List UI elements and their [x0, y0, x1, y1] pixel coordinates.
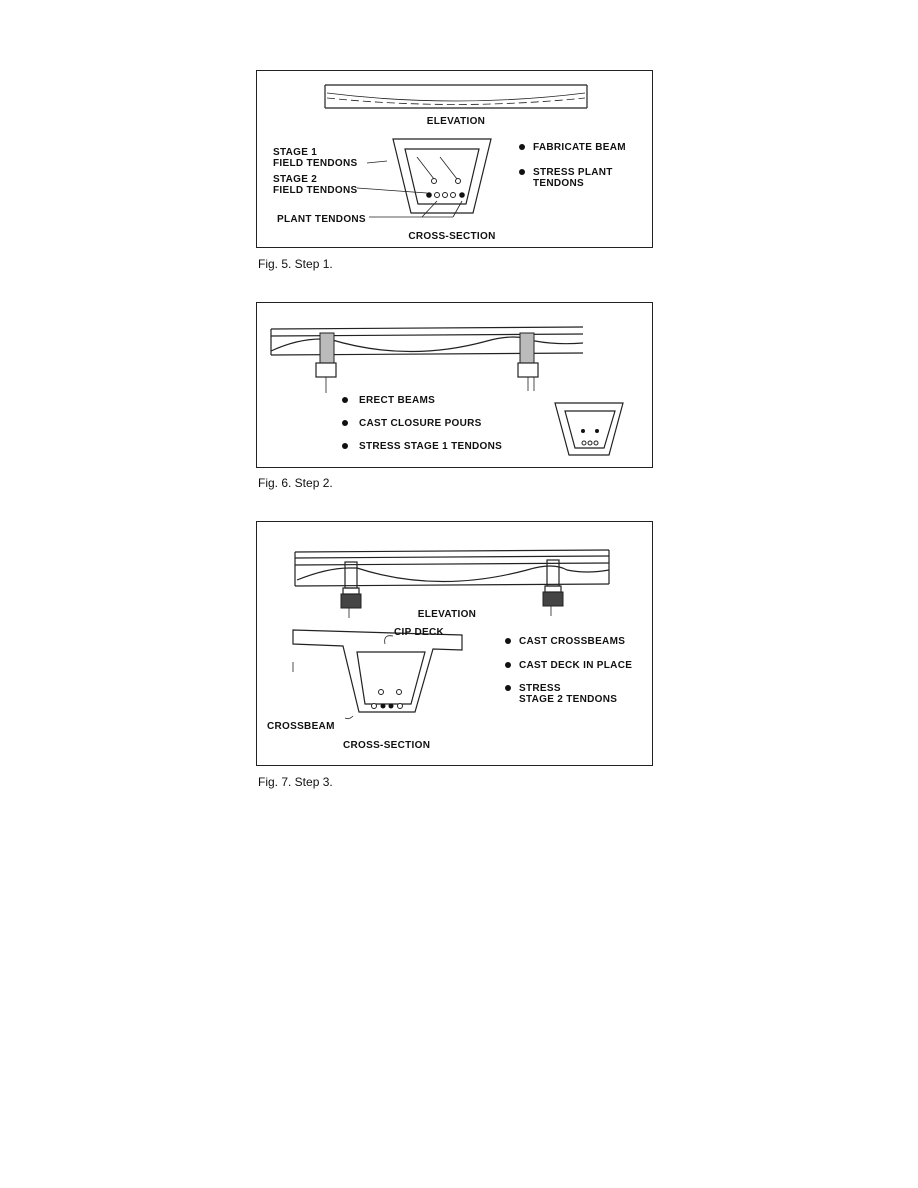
- fig5-stage2-label-1: STAGE 2: [273, 174, 318, 185]
- fig5-step-2: STRESS PLANT: [533, 167, 613, 178]
- fig6-step-2: CAST CLOSURE POURS: [359, 418, 482, 429]
- bullet-icon: [505, 662, 511, 668]
- fig6-elevation-beam: [271, 327, 583, 393]
- bullet-icon: [505, 685, 511, 691]
- figure-7-step-3: [256, 521, 653, 766]
- fig7-cross-section: [293, 630, 462, 719]
- fig6-caption: Fig. 6. Step 2.: [258, 476, 333, 490]
- fig7-cip-deck-label: CIP DECK: [394, 627, 445, 638]
- fig5-stage2-label-2: FIELD TENDONS: [273, 185, 358, 196]
- fig5-caption: Fig. 5. Step 1.: [258, 257, 333, 271]
- fig5-step-2-cont: TENDONS: [533, 178, 584, 189]
- fig5-cross-section-label: CROSS-SECTION: [408, 231, 496, 242]
- figure-6-drawing: [257, 303, 654, 469]
- figure-7-drawing: [257, 522, 654, 767]
- fig7-crossbeam-label: CROSSBEAM: [267, 721, 335, 732]
- fig6-cross-section: [555, 403, 623, 455]
- fig7-caption: Fig. 7. Step 3.: [258, 775, 333, 789]
- fig7-step-2: CAST DECK IN PLACE: [519, 660, 633, 671]
- bullet-icon: [342, 397, 348, 403]
- fig7-step-1: CAST CROSSBEAMS: [519, 636, 626, 647]
- fig7-step-3-cont: STAGE 2 TENDONS: [519, 694, 618, 705]
- fig5-stage1-label-2: FIELD TENDONS: [273, 158, 358, 169]
- figure-5-drawing: [257, 71, 654, 249]
- fig7-cross-section-label: CROSS-SECTION: [343, 740, 431, 751]
- bullet-icon: [342, 420, 348, 426]
- fig7-elevation-label: ELEVATION: [417, 609, 477, 620]
- bullet-icon: [342, 443, 348, 449]
- fig5-elevation-label: ELEVATION: [426, 116, 486, 127]
- figure-6-step-2: [256, 302, 653, 468]
- fig5-cross-section-box: [393, 139, 491, 213]
- fig5-stage1-label-1: STAGE 1: [273, 147, 318, 158]
- bullet-icon: [519, 169, 525, 175]
- fig5-step-1: FABRICATE BEAM: [533, 142, 626, 153]
- fig6-step-3: STRESS STAGE 1 TENDONS: [359, 441, 503, 452]
- bullet-icon: [519, 144, 525, 150]
- fig5-elevation-beam: [325, 85, 587, 108]
- fig6-step-1: ERECT BEAMS: [359, 395, 436, 406]
- fig7-step-3: STRESS: [519, 683, 561, 694]
- fig7-elevation-beam: [295, 550, 609, 618]
- bullet-icon: [505, 638, 511, 644]
- fig5-plant-tendons-label: PLANT TENDONS: [277, 214, 366, 225]
- figure-5-step-1: [256, 70, 653, 248]
